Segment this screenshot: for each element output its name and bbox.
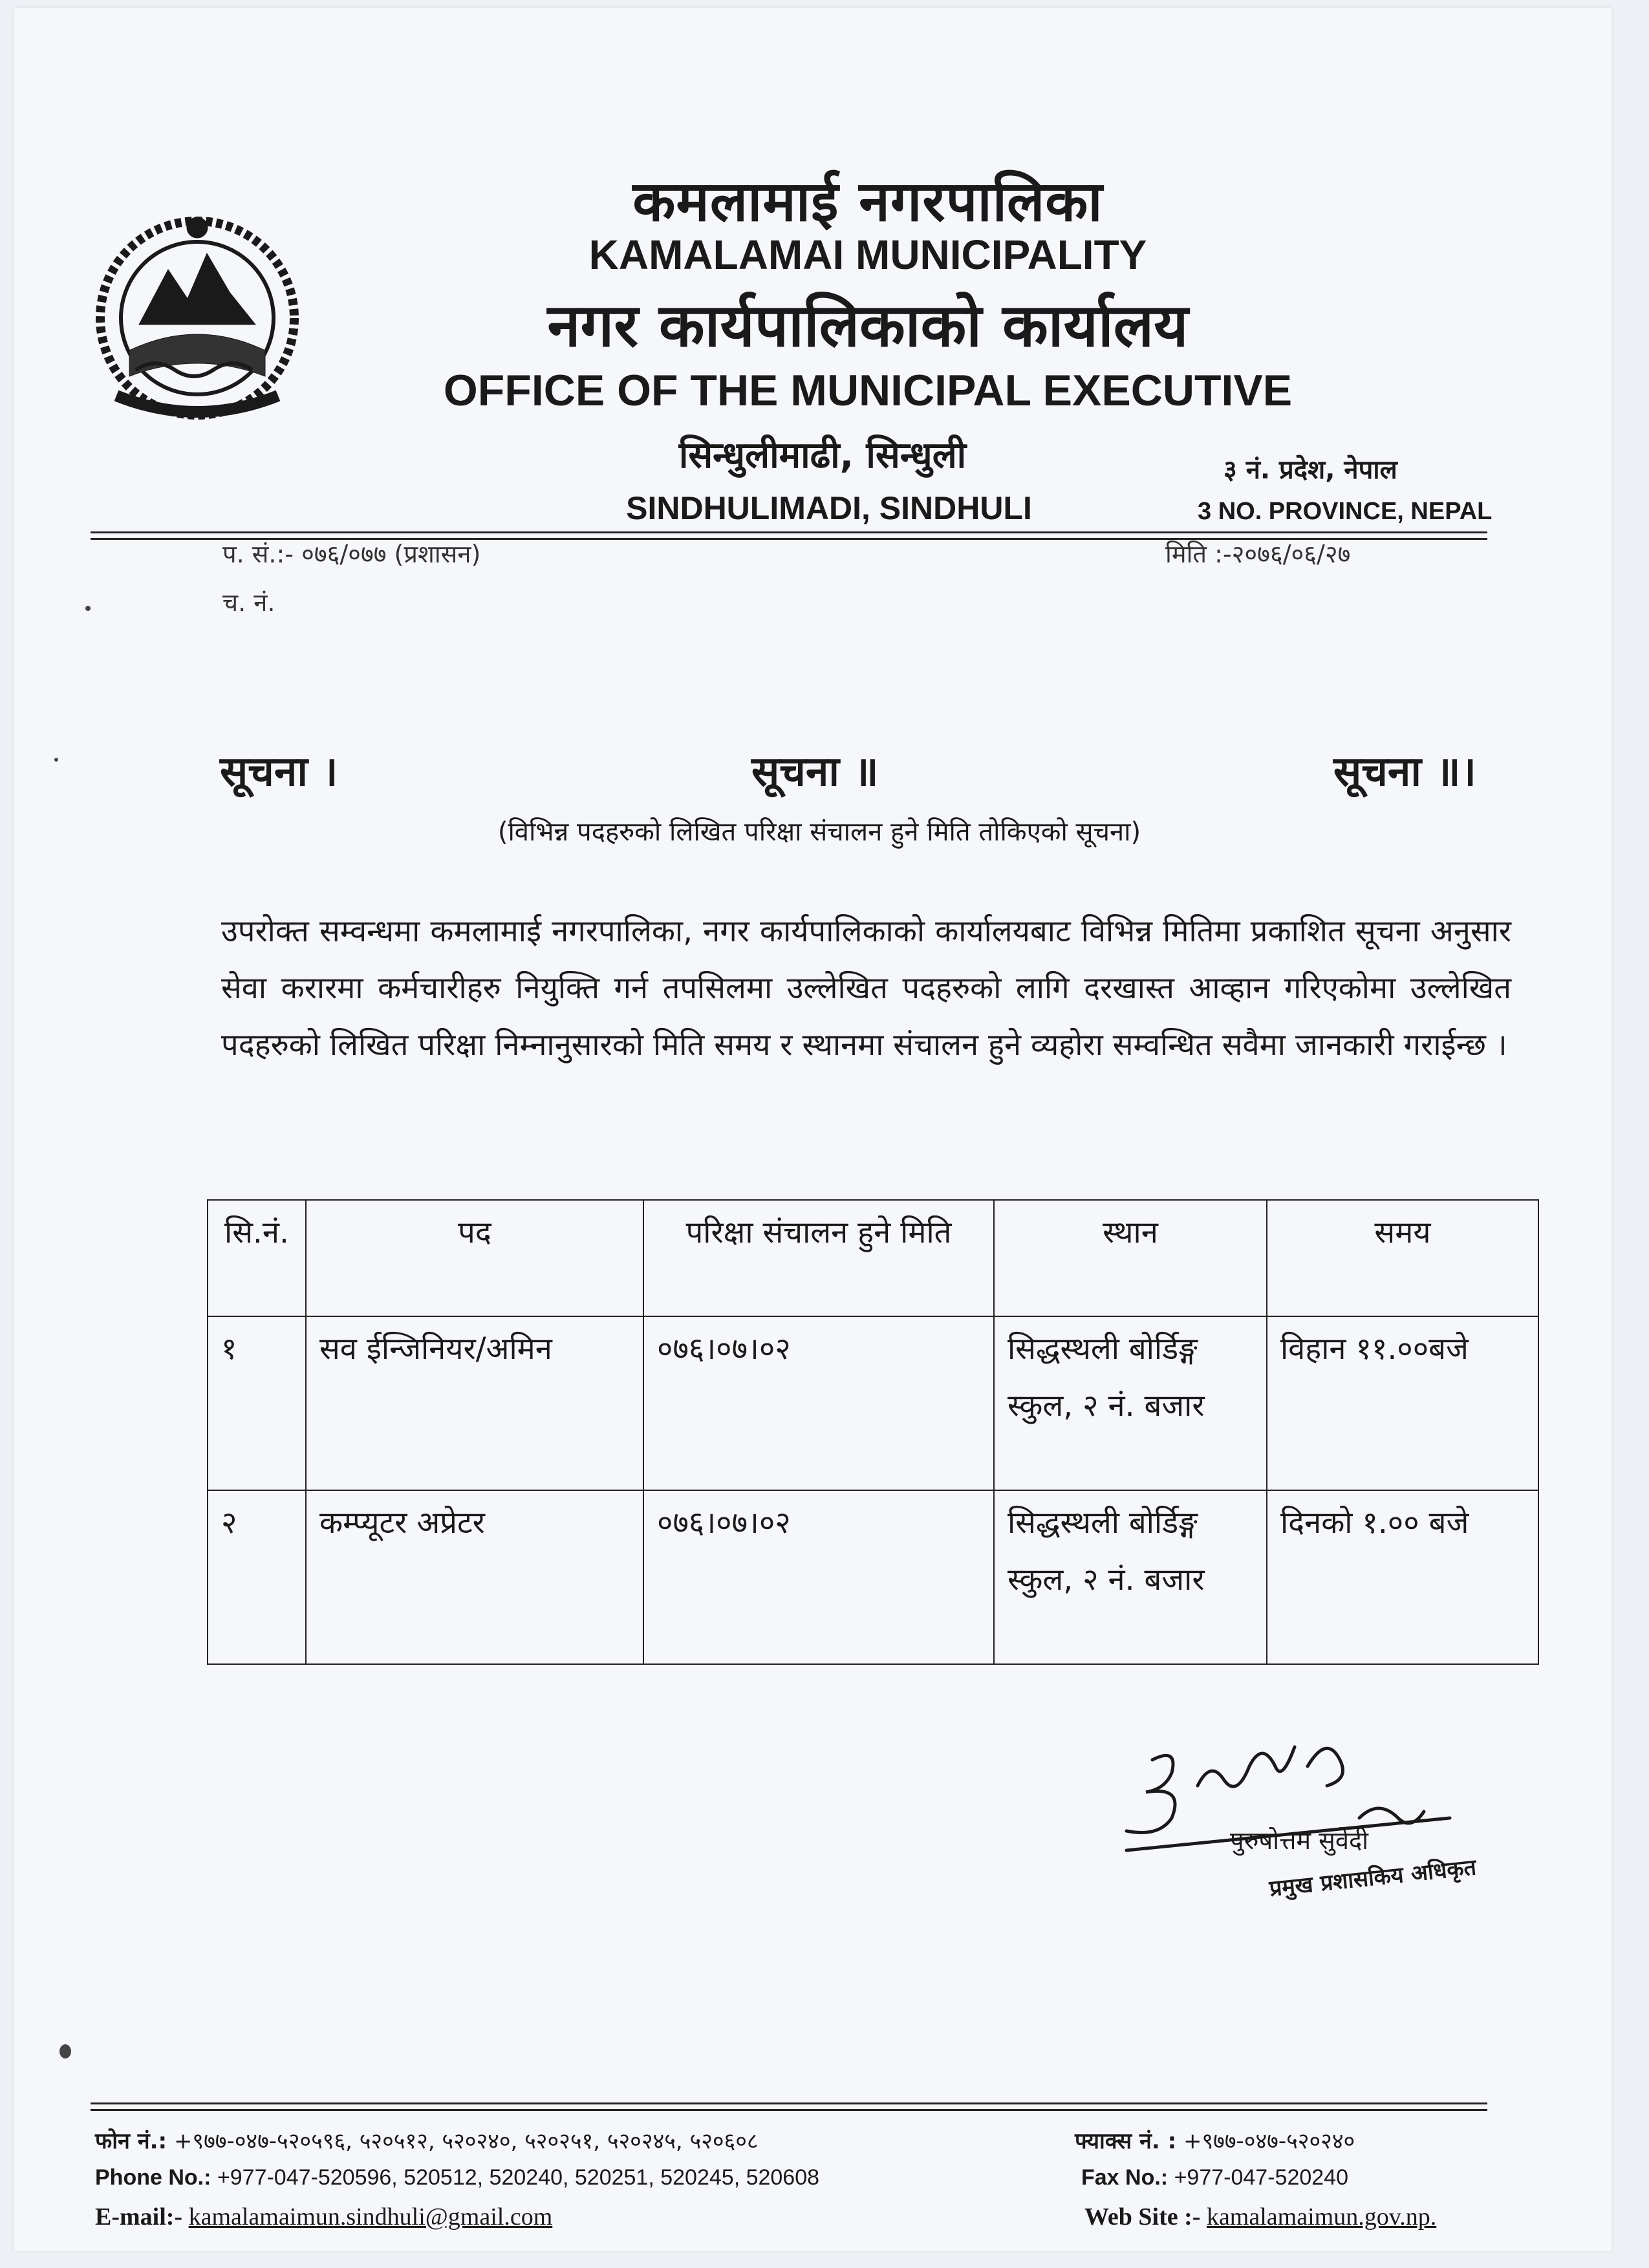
cell-post: सव ईन्जिनियर/अमिन bbox=[306, 1316, 643, 1490]
scan-speck bbox=[59, 2044, 71, 2059]
notice-heading-right: सूचना ॥। bbox=[1333, 748, 1476, 796]
footer-email-label: E-mail:- bbox=[95, 2203, 183, 2231]
letter-date: मिति :-२०७६/०६/२७ bbox=[1165, 540, 1351, 568]
dispatch-number: च. नं. bbox=[222, 588, 275, 617]
scan-speck bbox=[85, 606, 91, 611]
cell-venue: सिद्धस्थली बोर्डिङ्ग स्कुल, २ नं. बजार bbox=[994, 1490, 1267, 1664]
province-nepali: ३ नं. प्रदेश, नेपाल bbox=[1223, 455, 1397, 485]
table-row bbox=[208, 1316, 1538, 1490]
footer-fax-nepali-label: फ्याक्स नं. : bbox=[1075, 2128, 1177, 2154]
column-header-venue: स्थान bbox=[994, 1200, 1267, 1316]
footer-email-link[interactable]: kamalamaimun.sindhuli@gmail.com bbox=[188, 2203, 553, 2231]
cell-time: दिनको १.०० बजे bbox=[1267, 1490, 1538, 1664]
footer-phone-value: +977-047-520596, 520512, 520240, 520251, 520245, 520608 bbox=[217, 2165, 820, 2190]
footer-phone-label: Phone No.: bbox=[95, 2165, 211, 2190]
notice-heading-left: सूचना । bbox=[220, 748, 338, 796]
footer-fax-nepali-value: +९७७-०४७-५२०२४० bbox=[1183, 2128, 1355, 2154]
scan-speck bbox=[54, 758, 58, 762]
municipality-name-nepali: कमलामाई नगरपालिका bbox=[632, 169, 1103, 234]
table-row bbox=[208, 1490, 1538, 1664]
cell-time: विहान ११.००बजे bbox=[1267, 1316, 1538, 1490]
cell-venue: सिद्धस्थली बोर्डिङ्ग स्कुल, २ नं. बजार bbox=[994, 1316, 1267, 1490]
footer-fax-value: +977-047-520240 bbox=[1174, 2165, 1348, 2190]
cell-serial: १ bbox=[208, 1316, 306, 1490]
column-header-post: पद bbox=[306, 1200, 643, 1316]
notice-heading-center: सूचना ॥ bbox=[751, 748, 879, 796]
footer-fax-label: Fax No.: bbox=[1081, 2165, 1169, 2190]
table-header-row bbox=[208, 1200, 1538, 1316]
office-name-english: OFFICE OF THE MUNICIPAL EXECUTIVE bbox=[443, 366, 1293, 415]
exam-schedule-table bbox=[207, 1199, 1539, 1665]
footer-divider bbox=[91, 2102, 1487, 2104]
footer-website-link[interactable]: kamalamaimun.gov.np. bbox=[1206, 2203, 1437, 2231]
footer-email bbox=[95, 2203, 552, 2231]
footer-phone-nepali-value: +९७७-०४७-५२०५९६, ५२०५१२, ५२०२४०, ५२०२५१, ५२०२४५, ५२०६०८ bbox=[173, 2128, 759, 2154]
notice-body: उपरोक्त सम्वन्धमा कमलामाई नगरपालिका, नगर कार्यपालिकाको कार्यालयबाट विभिन्न मितिमा प्रकाशित सूचना अनुसार सेवा करारमा कर्मचारीहरु नियुक्ति गर्न तपसिलमा उल्लेखित पदहरुको लागि दरखास्त आव्हान गरिएकोमा उल्लेखित पदहरुको लिखित परिक्षा निम्नानुसारको मिति समय र स्थानमा संचालन हुने व्यहोरा सम्वन्धित सवैमा जानकारी गराईन्छ । bbox=[221, 914, 1511, 1063]
footer-website bbox=[1084, 2203, 1436, 2231]
cell-post: कम्प्यूटर अप्रेटर bbox=[306, 1490, 643, 1664]
document-page bbox=[14, 8, 1611, 2251]
column-header-time: समय bbox=[1267, 1200, 1538, 1316]
signatory-name: पुरुषोत्तम सुवेदी bbox=[1230, 1826, 1369, 1855]
municipality-name-english: KAMALAMAI MUNICIPALITY bbox=[588, 231, 1147, 278]
footer-phone bbox=[95, 2165, 819, 2190]
footer-phone-nepali-label: फोन नं.: bbox=[95, 2128, 167, 2154]
cell-exam-date: ०७६।०७।०२ bbox=[643, 1490, 994, 1664]
notice-subject: (विभिन्न पदहरुको लिखित परिक्षा संचालन हुने मिति तोकिएको सूचना) bbox=[497, 817, 1141, 847]
government-emblem-icon bbox=[91, 208, 304, 428]
footer-divider bbox=[91, 2109, 1487, 2111]
footer-fax-nepali bbox=[1075, 2125, 1355, 2155]
column-header-serial: सि.नं. bbox=[208, 1200, 306, 1316]
header-divider bbox=[91, 531, 1487, 533]
office-name-nepali: नगर कार्यपालिकाको कार्यालय bbox=[547, 291, 1189, 360]
letter-number: प. सं.:- ०७६/०७७ (प्रशासन) bbox=[222, 540, 481, 568]
cell-serial: २ bbox=[208, 1490, 306, 1664]
signatory-title: प्रमुख प्रशासकिय अधिकृत bbox=[1267, 1854, 1478, 1902]
address-english: SINDHULIMADI, SINDHULI bbox=[626, 490, 1032, 526]
cell-exam-date: ०७६।०७।०२ bbox=[643, 1316, 994, 1490]
address-nepali: सिन्धुलीमाढी, सिन्धुली bbox=[678, 434, 967, 476]
province-english: 3 NO. PROVINCE, NEPAL bbox=[1198, 498, 1493, 525]
footer-phone-nepali bbox=[95, 2125, 759, 2155]
footer-website-label: Web Site :- bbox=[1084, 2203, 1201, 2231]
footer-fax bbox=[1081, 2165, 1348, 2190]
column-header-exam-date: परिक्षा संचालन हुने मिति bbox=[643, 1200, 994, 1316]
